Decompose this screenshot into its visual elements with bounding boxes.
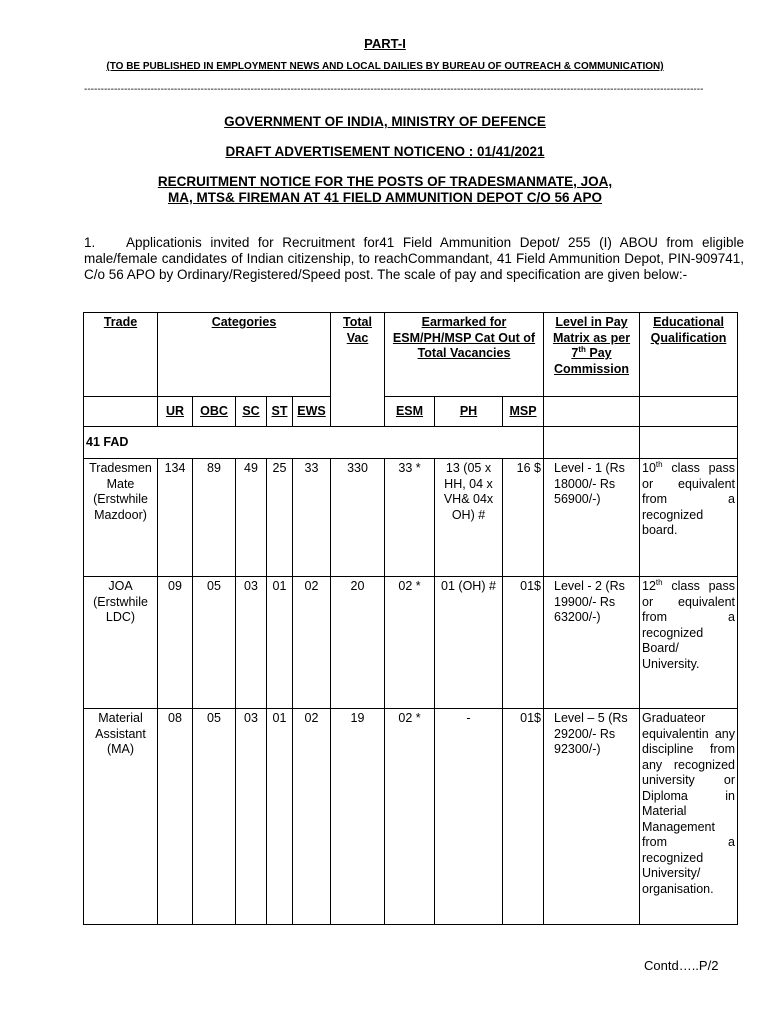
cell-msp: 01$ — [503, 709, 544, 925]
section-level-blank — [544, 427, 640, 459]
draft-notice-heading: DRAFT ADVERTISEMENT NOTICENO : 01/41/2021 — [225, 144, 545, 159]
cell-ews: 33 — [293, 459, 331, 577]
cell-st: 25 — [267, 459, 293, 577]
header-pay-level: Level in Pay Matrix as per 7th Pay Commission — [544, 313, 640, 397]
header-level-blank — [544, 397, 640, 427]
cell-trade: Tradesmen Mate (Erstwhile Mazdoor) — [84, 459, 158, 577]
header-ph: PH — [435, 397, 503, 427]
cell-education: 10th class pass or equivalent from a recognized board. — [640, 459, 738, 577]
separator-line: ------------------------------------------------------------------------------------------------------------------------------------------------------------------------------------------ — [84, 84, 704, 95]
paragraph-number: 1. — [84, 235, 96, 250]
header-ur: UR — [158, 397, 193, 427]
cell-pay-level: Level - 2 (Rs 19900/- Rs 63200/-) — [544, 577, 640, 709]
cell-st: 01 — [267, 577, 293, 709]
cell-education: Graduateor equivalentin any discipline from any recognized university or Diploma in Material Management from a recognized University/ organisation. — [640, 709, 738, 925]
header-trade: Trade — [84, 313, 158, 397]
header-msp: MSP — [503, 397, 544, 427]
cell-obc: 05 — [193, 709, 236, 925]
intro-paragraph — [84, 235, 744, 283]
recruitment-title-line1: RECRUITMENT NOTICE FOR THE POSTS OF TRADESMANMATE, JOA, — [157, 174, 613, 189]
header-st: ST — [267, 397, 293, 427]
publish-note: (TO BE PUBLISHED IN EMPLOYMENT NEWS AND LOCAL DAILIES BY BUREAU OF OUTREACH & COMMUNICATION) — [106, 61, 664, 72]
cell-ph: 13 (05 x HH, 04 x VH& 04x OH) # — [435, 459, 503, 577]
cell-pay-level: Level – 5 (Rs 29200/- Rs 92300/-) — [544, 709, 640, 925]
header-edu-blank — [640, 397, 738, 427]
cell-msp: 01$ — [503, 577, 544, 709]
cell-sc: 03 — [236, 709, 267, 925]
cell-obc: 05 — [193, 577, 236, 709]
cell-ur: 08 — [158, 709, 193, 925]
cell-total: 19 — [331, 709, 385, 925]
header-earmarked: Earmarked for ESM/PH/MSP Cat Out of Total Vacancies — [385, 313, 544, 397]
header-ews: EWS — [293, 397, 331, 427]
section-label-41-fad: 41 FAD — [84, 427, 544, 459]
cell-ph: 01 (OH) # — [435, 577, 503, 709]
table-row — [84, 459, 738, 577]
vacancy-table — [83, 312, 738, 925]
header-education: Educational Qualification — [640, 313, 738, 397]
cell-esm: 02 * — [385, 709, 435, 925]
part-heading: PART-I — [364, 36, 406, 51]
cell-total: 20 — [331, 577, 385, 709]
recruitment-title-line2: MA, MTS& FIREMAN AT 41 FIELD AMMUNITION DEPOT C/O 56 APO — [167, 190, 602, 205]
cell-msp: 16 $ — [503, 459, 544, 577]
cell-esm: 33 * — [385, 459, 435, 577]
cell-education: 12th class pass or equivalent from a recognized Board/ University. — [640, 577, 738, 709]
cell-pay-level: Level - 1 (Rs 18000/- Rs 56900/-) — [544, 459, 640, 577]
cell-trade: Material Assistant (MA) — [84, 709, 158, 925]
cell-ews: 02 — [293, 577, 331, 709]
header-esm: ESM — [385, 397, 435, 427]
cell-ews: 02 — [293, 709, 331, 925]
header-sc: SC — [236, 397, 267, 427]
cell-esm: 02 * — [385, 577, 435, 709]
cell-ur: 09 — [158, 577, 193, 709]
paragraph-text: Applicationis invited for Recruitment for41 Field Ammunition Depot/ 255 (I) ABOU from eligible male/female candidates of Indian citizenship, to reachCommandant, 41 Field Ammunition Depot, PIN-909741, C/o 56 APO by Ordinary/Registered/Speed post. The scale of pay and specification are given below:- — [84, 235, 744, 282]
table-row — [84, 709, 738, 925]
header-total-vac: Total Vac — [331, 313, 385, 427]
continued-note: Contd…..P/2 — [644, 958, 719, 973]
table-row — [84, 577, 738, 709]
government-heading: GOVERNMENT OF INDIA, MINISTRY OF DEFENCE — [224, 114, 546, 129]
header-obc: OBC — [193, 397, 236, 427]
cell-trade: JOA (Erstwhile LDC) — [84, 577, 158, 709]
section-edu-blank — [640, 427, 738, 459]
cell-sc: 03 — [236, 577, 267, 709]
header-categories: Categories — [158, 313, 331, 397]
cell-ur: 134 — [158, 459, 193, 577]
cell-ph: - — [435, 709, 503, 925]
header-trade-blank — [84, 397, 158, 427]
cell-st: 01 — [267, 709, 293, 925]
cell-total: 330 — [331, 459, 385, 577]
cell-sc: 49 — [236, 459, 267, 577]
cell-obc: 89 — [193, 459, 236, 577]
